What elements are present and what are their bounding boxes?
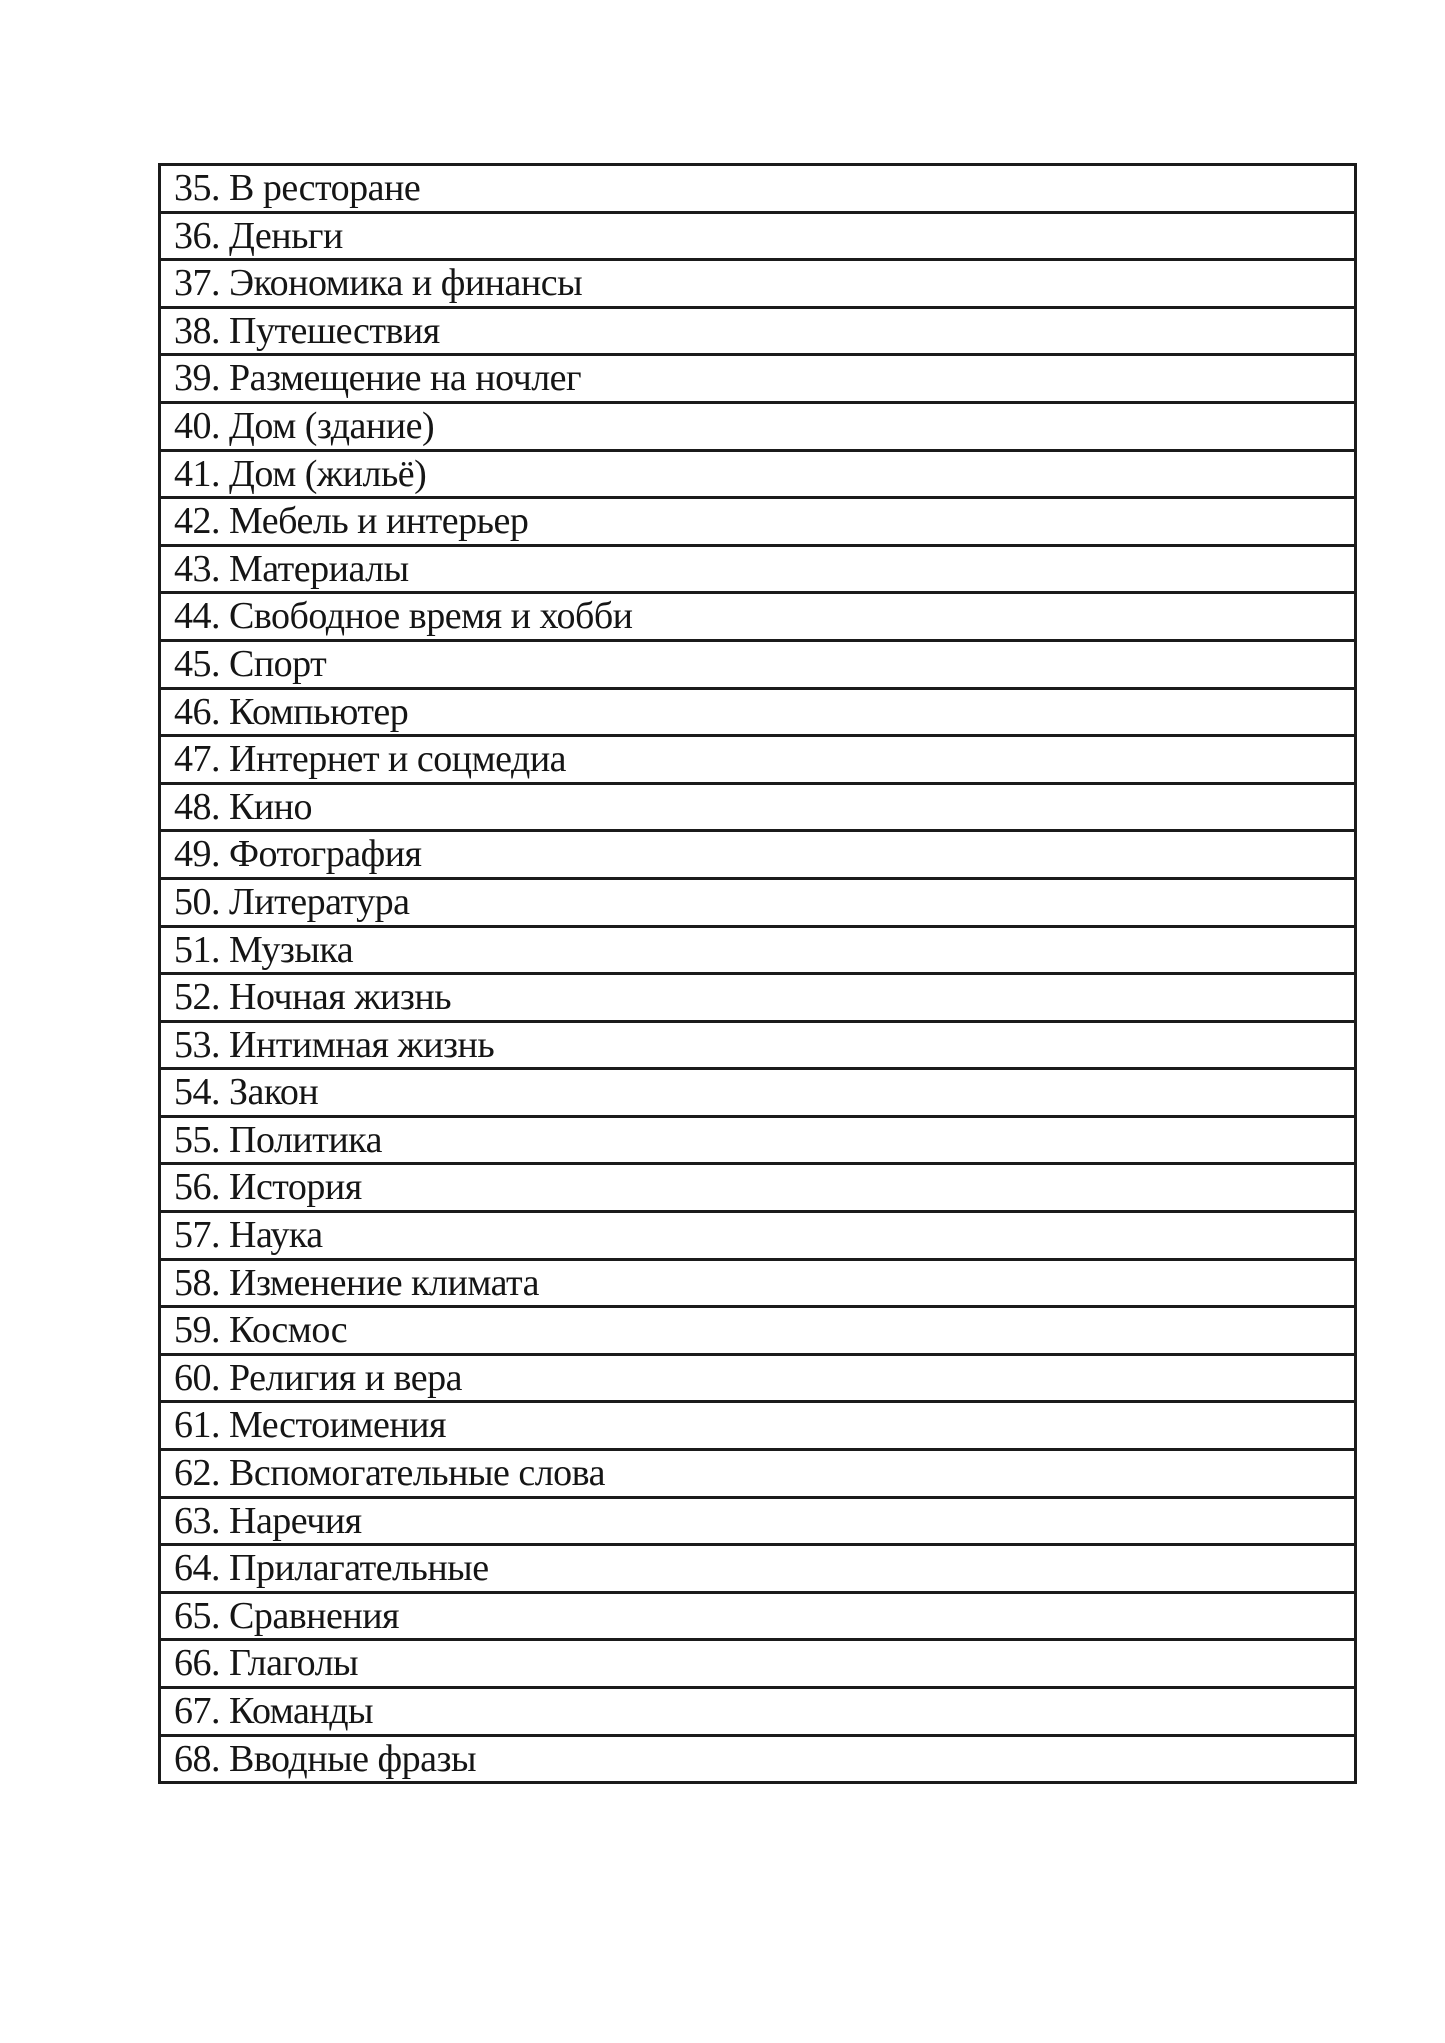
list-item: 61. Местоимения <box>161 1403 1354 1451</box>
list-item: 41. Дом (жильё) <box>161 452 1354 500</box>
list-item: 60. Религия и вера <box>161 1356 1354 1404</box>
list-item: 55. Политика <box>161 1118 1354 1166</box>
list-item: 39. Размещение на ночлег <box>161 356 1354 404</box>
list-item: 43. Материалы <box>161 547 1354 595</box>
list-item: 57. Наука <box>161 1213 1354 1261</box>
list-item: 59. Космос <box>161 1308 1354 1356</box>
table-of-contents <box>158 163 1357 1784</box>
list-item: 46. Компьютер <box>161 690 1354 738</box>
list-item: 45. Спорт <box>161 642 1354 690</box>
list-item: 56. История <box>161 1165 1354 1213</box>
list-item: 52. Ночная жизнь <box>161 975 1354 1023</box>
list-item: 36. Деньги <box>161 214 1354 262</box>
list-item: 67. Команды <box>161 1689 1354 1737</box>
list-item: 53. Интимная жизнь <box>161 1023 1354 1071</box>
list-item: 54. Закон <box>161 1070 1354 1118</box>
list-item: 44. Свободное время и хобби <box>161 594 1354 642</box>
list-item: 49. Фотография <box>161 832 1354 880</box>
list-item: 40. Дом (здание) <box>161 404 1354 452</box>
list-item: 50. Литература <box>161 880 1354 928</box>
list-item: 37. Экономика и финансы <box>161 261 1354 309</box>
list-item: 65. Сравнения <box>161 1594 1354 1642</box>
list-item: 38. Путешествия <box>161 309 1354 357</box>
list-item: 48. Кино <box>161 785 1354 833</box>
list-item: 35. В ресторане <box>161 166 1354 214</box>
list-item: 51. Музыка <box>161 928 1354 976</box>
list-item: 47. Интернет и соцмедиа <box>161 737 1354 785</box>
list-item: 58. Изменение климата <box>161 1261 1354 1309</box>
list-item: 68. Вводные фразы <box>161 1737 1354 1782</box>
list-item: 66. Глаголы <box>161 1641 1354 1689</box>
list-item: 42. Мебель и интерьер <box>161 499 1354 547</box>
list-item: 63. Наречия <box>161 1499 1354 1547</box>
list-item: 62. Вспомогательные слова <box>161 1451 1354 1499</box>
list-item: 64. Прилагательные <box>161 1546 1354 1594</box>
